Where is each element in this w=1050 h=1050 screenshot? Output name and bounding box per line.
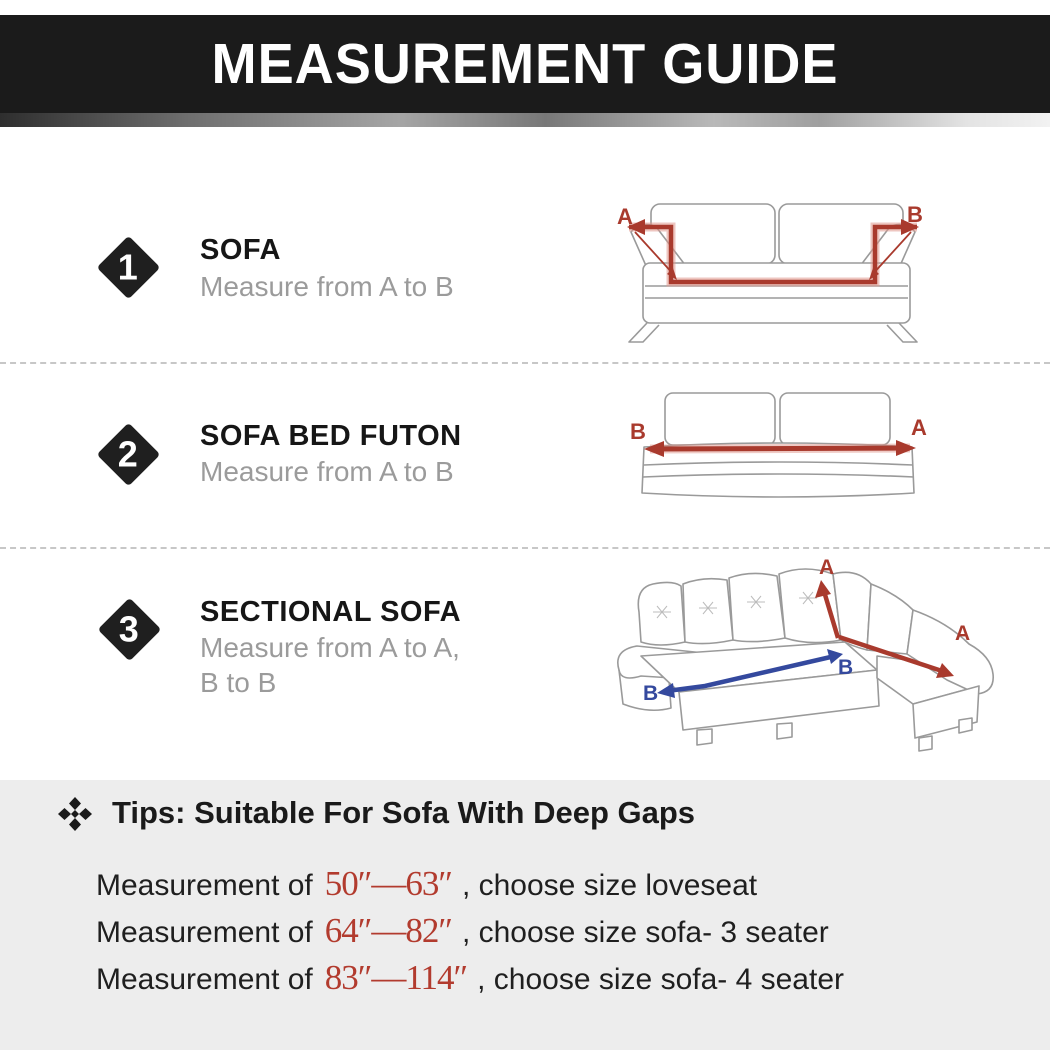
section-subtitle-futon: Measure from A to B bbox=[200, 456, 454, 487]
sectional-diagram bbox=[605, 550, 1005, 765]
row-range: 64″—82″ bbox=[324, 911, 452, 950]
section-title-sectional: SECTIONAL SOFA bbox=[200, 596, 462, 628]
tips-heading: Tips: Suitable For Sofa With Deep Gaps bbox=[112, 795, 696, 830]
section-subtitle-sectional: Measure from A to A, bbox=[200, 632, 460, 663]
label-a: A bbox=[911, 415, 927, 440]
measurement-row-3-seater bbox=[96, 911, 829, 951]
step-number-1: 1 bbox=[118, 246, 139, 288]
label-b: B bbox=[907, 202, 923, 227]
step-number-2: 2 bbox=[118, 433, 139, 475]
label-b-mid: B bbox=[838, 656, 854, 679]
label-a-top: A bbox=[819, 556, 835, 579]
section-title-futon: SOFA BED FUTON bbox=[200, 420, 462, 452]
sofa-diagram bbox=[613, 182, 933, 347]
four-diamond-asterisk-icon bbox=[58, 797, 92, 831]
label-b: B bbox=[630, 419, 646, 444]
futon-diagram bbox=[630, 385, 930, 510]
section-title-sofa: SOFA bbox=[200, 234, 281, 266]
label-a: A bbox=[617, 204, 633, 229]
step-badge-1 bbox=[97, 236, 161, 300]
measurement-row-4-seater bbox=[96, 958, 844, 998]
page-title: MEASUREMENT GUIDE bbox=[211, 32, 839, 96]
divider-1 bbox=[0, 362, 1050, 364]
row-suffix: , choose size loveseat bbox=[461, 869, 758, 902]
header-banner bbox=[0, 15, 1050, 113]
row-range: 50″—63″ bbox=[324, 864, 452, 903]
row-prefix: Measurement of bbox=[96, 869, 313, 902]
label-a-right: A bbox=[955, 622, 971, 645]
step-badge-3 bbox=[98, 598, 162, 662]
section-subtitle-sofa: Measure from A to B bbox=[200, 271, 454, 302]
sectional-sketch bbox=[618, 569, 993, 751]
row-suffix: , choose size sofa- 3 seater bbox=[461, 916, 829, 949]
step-badge-2 bbox=[97, 423, 161, 487]
step-number-3: 3 bbox=[119, 608, 140, 650]
row-prefix: Measurement of bbox=[96, 963, 313, 996]
label-b-left: B bbox=[643, 682, 659, 705]
divider-2 bbox=[0, 547, 1050, 549]
banner-gradient-bar bbox=[0, 113, 1050, 127]
row-suffix: , choose size sofa- 4 seater bbox=[477, 963, 844, 996]
measurement-row-loveseat bbox=[96, 864, 757, 904]
row-prefix: Measurement of bbox=[96, 916, 313, 949]
row-range: 83″—114″ bbox=[324, 958, 468, 997]
section-subtitle2-sectional: B to B bbox=[200, 667, 277, 698]
